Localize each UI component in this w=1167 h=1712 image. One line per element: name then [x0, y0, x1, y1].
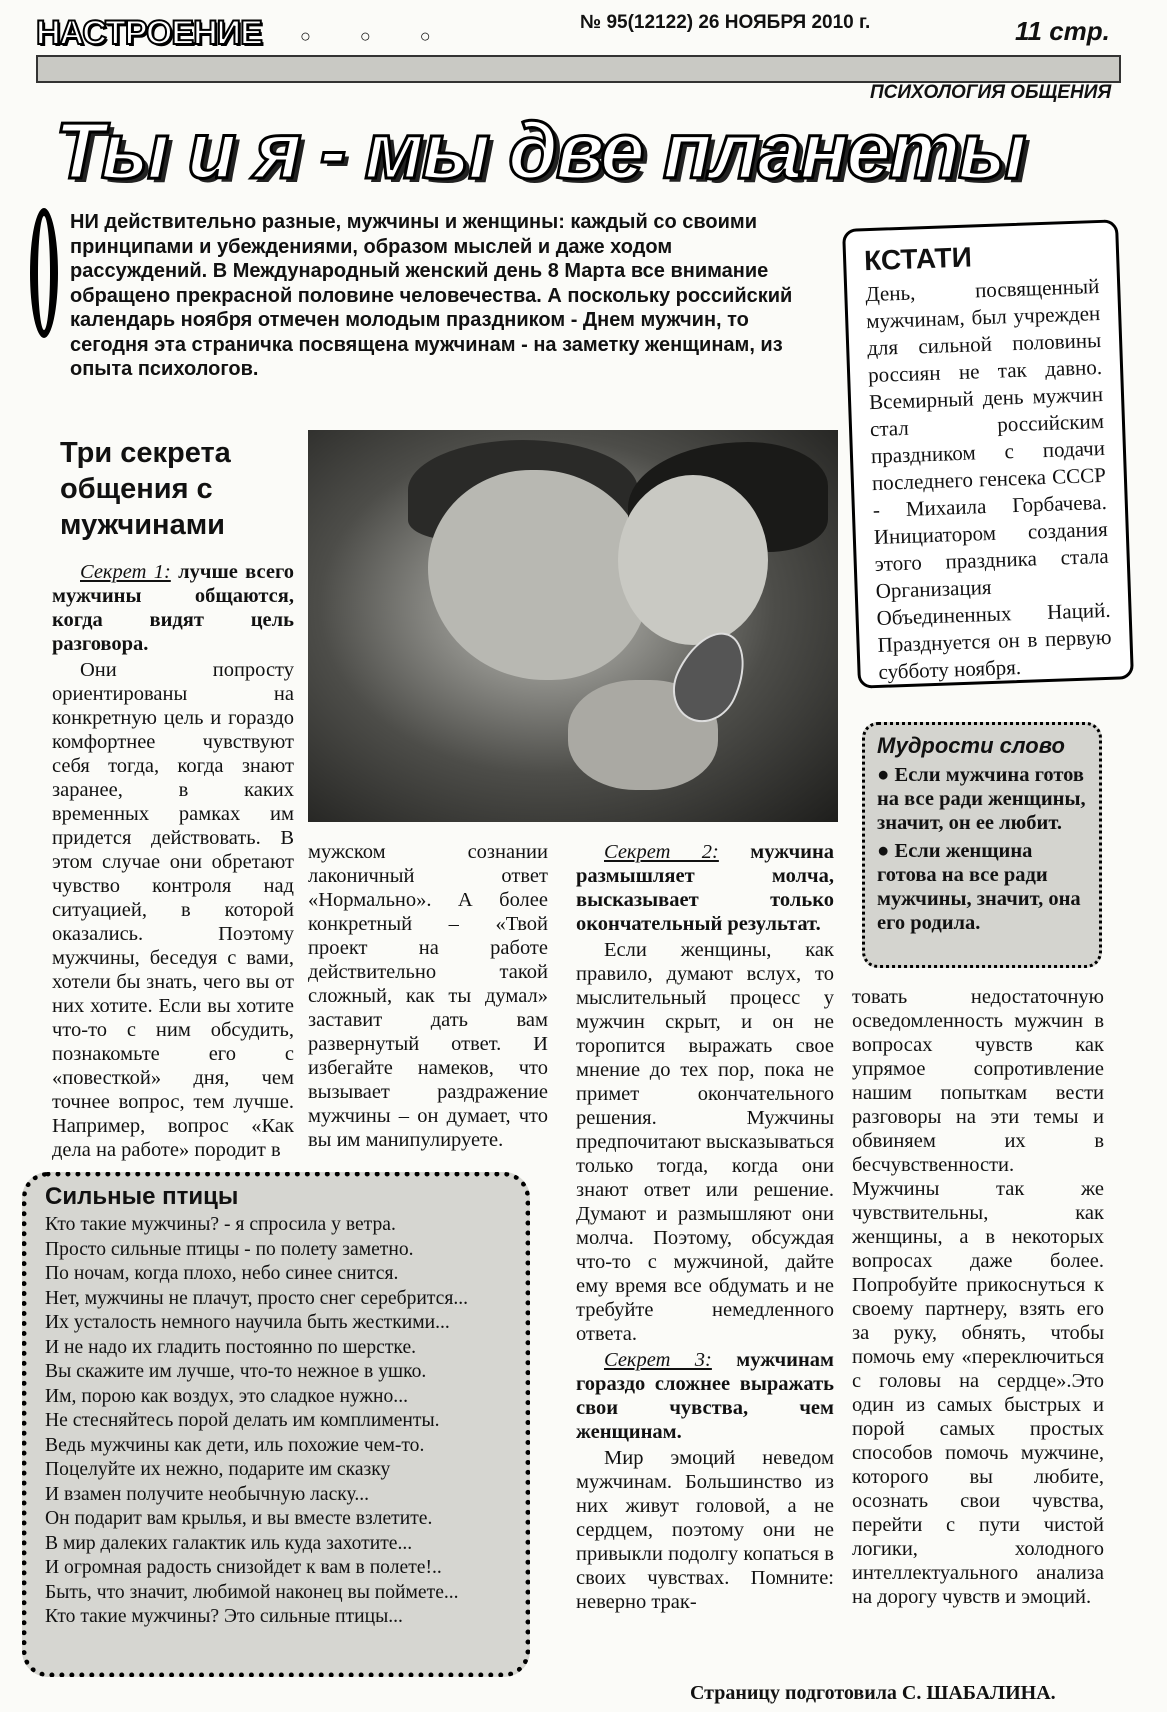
article-column-1: [52, 560, 294, 1161]
column-2-paragraph: мужском сознании лаконичный ответ «Нормально». А более конкретный – «Твой проект на работе действительно такой сложный, как ты думал» заставит дать вам развернутый ответ. И избегайте намеков, что вызывает раздражение мужчины – он думает, что вы им манипулируете.: [308, 841, 548, 1151]
rubric-label: ПСИХОЛОГИЯ ОБЩЕНИЯ: [870, 82, 1112, 103]
couple-photo: [308, 430, 838, 822]
poem-line: И не надо их гладить постоянно по шерстке.: [45, 1336, 417, 1358]
page-number: 11 стр.: [1015, 16, 1110, 46]
poem-line: Ведь мужчины как дети, иль похожие чем-то.: [45, 1434, 425, 1456]
poem-line: Просто сильные птицы - по полету заметно.: [45, 1238, 414, 1260]
mudrosti-box: [862, 722, 1102, 968]
poem-line: Быть, что значит, любимой наконец вы поймете...: [45, 1581, 459, 1603]
article-column-2: [308, 840, 548, 1151]
poem-line: Он подарит вам крылья, и вы вместе взлетите.: [45, 1508, 433, 1529]
mudrosti-item: ● Если мужчина готов на все ради женщины, значит, он ее любит.: [877, 764, 1086, 834]
poem-line: И огромная радость снизойдет к вам в полете!..: [45, 1557, 442, 1578]
poem-line: Нет, мужчины не плачут, просто снег серебрится...: [45, 1287, 469, 1309]
poem-line: Поцелуйте их нежно, подарите им сказку: [45, 1459, 391, 1480]
header-bar: [36, 55, 1121, 83]
secret-1-text: лучше всего мужчины общаются, когда видят цель разговора.: [52, 561, 294, 655]
photo-face-woman: [618, 475, 768, 645]
poem-line: Кто такие мужчины? Это сильные птицы...: [45, 1606, 403, 1627]
article-lead: НИ действительно разные, мужчины и женщины: каждый со своими принципами и убеждениями, образом мыслей и даже ходом рассуждений. В Международный женский день 8 Марта все внимание обращено прекрасной половине человечества. А поскольку российский календарь ноября отмечен молодым праздником - Днем мужчин, то сегодня эта страничка посвящена мужчинам - на заметку женщинам, из опыта психологов.: [70, 211, 793, 380]
masthead-dots: ○ ○ ○: [300, 26, 453, 46]
column-3-paragraph-2: Мир эмоций неведом мужчинам. Большинство из них живут головой, а не сердцем, поэтому они не привыкли подолгу копаться в своих чувствах. Помните: неверно трак-: [576, 1447, 834, 1613]
mudrosti-item: ● Если женщина готова на все ради мужчины, значит, она его родила.: [877, 840, 1081, 934]
poem-title: Сильные птицы: [45, 1183, 239, 1210]
subheading: Три секрета общения с мужчинами: [60, 437, 231, 541]
issue-info: № 95(12122) 26 НОЯБРЯ 2010 г.: [580, 12, 871, 33]
column-1-paragraph: Они попросту ориентированы на конкретную цель и гораздо комфортнее чувствуют себя тогда, когда знают заранее, в каких временных рамках им придется действовать. В этом случае они обретают чувство контроля над ситуацией, в которой оказались. Поэтому мужчины, беседуя с вами, хотели бы знать, чего вы от них хотите. Если вы хотите что-то с ним обсудить, познакомьте его с «повесткой» дня, чем точнее вопрос, тем лучше. Например, вопрос «Как дела на работе» породит в: [52, 659, 294, 1161]
drop-cap-o: [30, 208, 58, 338]
poem-line: Им, порою как воздух, это сладкое нужно...: [45, 1385, 409, 1407]
secret-3-text: мужчинам гораздо сложнее выражать свои чувства, чем женщинам.: [576, 1349, 834, 1443]
poem-box: [22, 1172, 530, 1677]
column-4-paragraph: товать недостаточную осведомленность мужчин в вопросах чувств как упрямое сопротивление нашим попыткам вести разговоры на эти темы и обвиняем их в бесчувственности. Мужчины так же чувствительны, как женщины, а в некоторых вопросах даже более. Попробуйте прикоснуться к своему партнеру, взять его за руку, обнять, чтобы помочь ему «переключиться с головы на сердце».Это один из самых быстрых и порой самых простых способов помочь мужчине, которого вы любите, осознать свои чувства, перейти с пути чистой логики, холодного интеллектуального анализа на дорогу чувств и эмоций.: [852, 986, 1104, 1608]
article-headline: Ты и я - мы две планеты: [55, 106, 1025, 195]
kstati-body: День, посвященный мужчинам, был учрежден для сильной половины россиян не так давно. Всемирный день мужчин стал российским праздником с подачи последнего генсека СССР - Михаила Горбачева. Инициатором создания этого праздника стала Организация Объединенных Наций. Празднуется он в первую субботу ноября.: [864, 274, 1112, 684]
poem-line: Вы скажите им лучше, что-то нежное в ушко.: [45, 1361, 427, 1382]
kstati-box: [842, 219, 1134, 688]
secret-1-label: Секрет 1:: [80, 561, 171, 583]
article-signoff: Страницу подготовила С. ШАБАЛИНА.: [690, 1682, 1056, 1704]
secret-2-label: Секрет 2:: [604, 841, 719, 863]
column-3-paragraph-1: Если женщины, как правило, думают вслух, то мыслительный процесс у мужчин скрыт, и он не торопится выражать свое мнение до тех пор, пока не примет окончательного решения. Мужчины предпочитают высказываться только тогда, когда они знают ответ или решение. Думают и размышляют они молча. Поэтому, обсуждая что-то с мужчиной, дайте ему время все обдумать и не требуйте немедленного ответа.: [576, 939, 834, 1345]
mudrosti-title: Мудрости слово: [877, 733, 1065, 758]
poem-line: Их усталость немного научила быть жесткими...: [45, 1312, 450, 1333]
photo-face-man: [428, 470, 648, 680]
kstati-title: КСТАТИ: [863, 241, 973, 277]
secret-2-text: мужчина размышляет молча, высказывает только окончательный результат.: [576, 841, 835, 935]
secret-3-label: Секрет 3:: [604, 1349, 712, 1371]
poem-line: Не стесняйтесь порой делать им комплименты.: [45, 1410, 440, 1431]
poem-line: Кто такие мужчины? - я спросила у ветра.: [45, 1214, 396, 1235]
section-masthead: НАСТРОЕНИЕ: [36, 14, 262, 52]
article-column-4: [852, 985, 1104, 1675]
poem-line: По ночам, когда плохо, небо синее снится.: [45, 1263, 399, 1284]
mudrosti-item-text: Если женщина готова на все ради мужчины, значит, она его родила.: [877, 840, 1081, 934]
mudrosti-item-text: Если мужчина готов на все ради женщины, значит, он ее любит.: [877, 764, 1086, 834]
article-column-3: [576, 840, 834, 1675]
poem-line: В мир далеких галактик иль куда захотите...: [45, 1532, 413, 1554]
poem-line: И взамен получите необычную ласку...: [45, 1483, 370, 1505]
